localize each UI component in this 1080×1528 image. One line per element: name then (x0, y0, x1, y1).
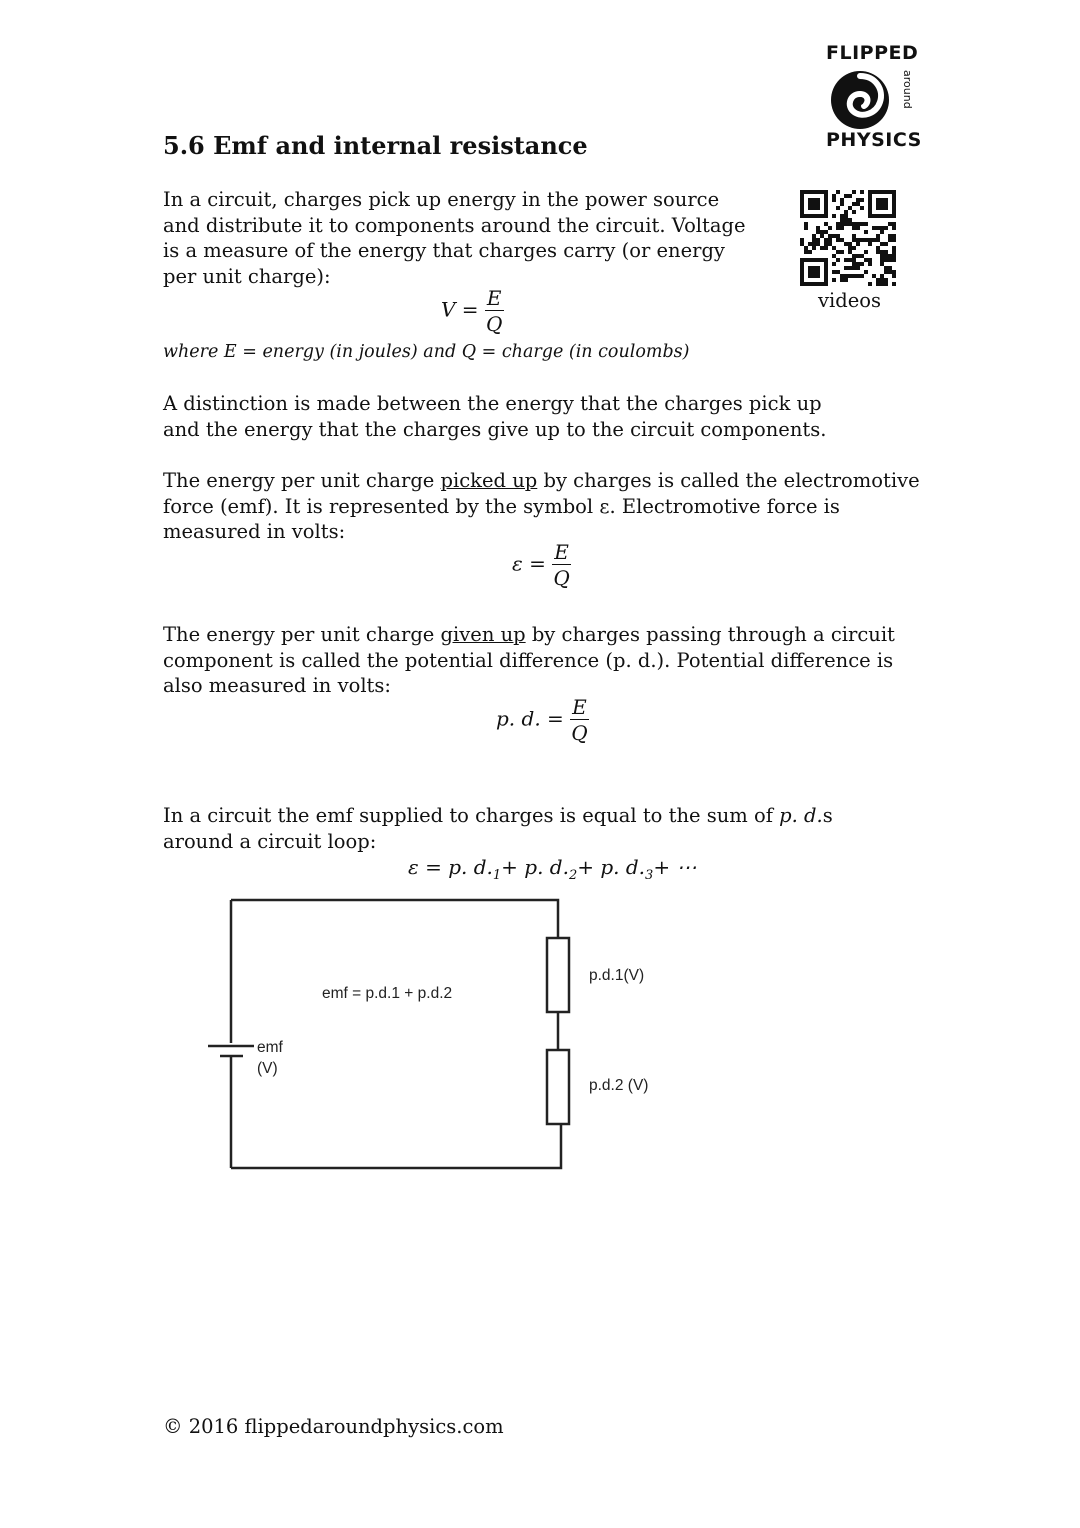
cell-label-emf: emf (257, 1039, 283, 1056)
cell-label-units: (V) (257, 1060, 278, 1077)
logo-line2: PHYSICS (826, 129, 922, 151)
paragraph-voltage: In a circuit, charges pick up energy in the power source and distribute it to components around the circuit. Voltage is a measure of the energy that charges carry (or energy per unit charge): (163, 188, 746, 288)
eq4-s2: 2 (568, 868, 578, 883)
resistor-2-label: p.d.2 (V) (589, 1077, 649, 1094)
p4-after: by charges passing through a circuit component is called the potential difference (p. d.). Potential difference is also measured in volts: (163, 623, 895, 697)
p4-underlined: given up (440, 623, 526, 646)
resistor-1-label: p.d.1(V) (589, 967, 645, 984)
circuit-center-label: emf = p.d.1 + p.d.2 (322, 985, 453, 1002)
caption-definitions: where E = energy (in joules) and Q = charge (in coulombs) (163, 342, 690, 362)
paragraph-distinction: A distinction is made between the energy that the charges pick up and the energy that the charges give up to the circuit components. (163, 392, 827, 441)
eq1-numerator: E (486, 286, 502, 310)
eq3-numerator: E (572, 695, 587, 719)
eq4-t1: ε = p. d. (408, 855, 493, 879)
eq1-denominator: Q (486, 312, 503, 336)
eq4-s1: 1 (492, 868, 502, 883)
eq4-t4: + ⋯ (653, 855, 697, 879)
resistor-1 (547, 938, 569, 1012)
eq4-s3: 3 (645, 868, 654, 883)
eq3-denominator: Q (571, 721, 588, 745)
p5-before: In a circuit the emf supplied to charges is equal to the sum of (163, 804, 780, 827)
resistor-2 (547, 1050, 569, 1124)
eq3-lhs: p. d. = (496, 706, 564, 731)
eq2-denominator: Q (553, 566, 570, 590)
p3-after: by charges is called the electromotive force (emf). It is represented by the symbol ε. Electromotive force is measured in volts: (163, 469, 920, 543)
p3-underlined: picked up (440, 469, 538, 492)
eq4-t3: + p. d. (577, 855, 646, 879)
eq2-numerator: E (554, 540, 569, 564)
p5-after: s around a circuit loop: (163, 804, 833, 853)
wire-bottom (231, 1124, 561, 1168)
eq2-lhs: ε = (512, 551, 546, 576)
p5-math: p. d. (779, 804, 823, 827)
eq1-lhs: V = (441, 297, 479, 322)
qr-label: videos (818, 289, 882, 312)
logo-line1: FLIPPED (826, 42, 919, 64)
p4-before: The energy per unit charge (163, 623, 441, 646)
footer-copyright: © 2016 flippedaroundphysics.com (163, 1415, 504, 1438)
wire-top (231, 900, 558, 938)
eq4-t2: + p. d. (501, 855, 569, 879)
page-title: 5.6 Emf and internal resistance (163, 131, 588, 160)
p3-before: The energy per unit charge (163, 469, 441, 492)
logo-side: around (901, 70, 914, 109)
